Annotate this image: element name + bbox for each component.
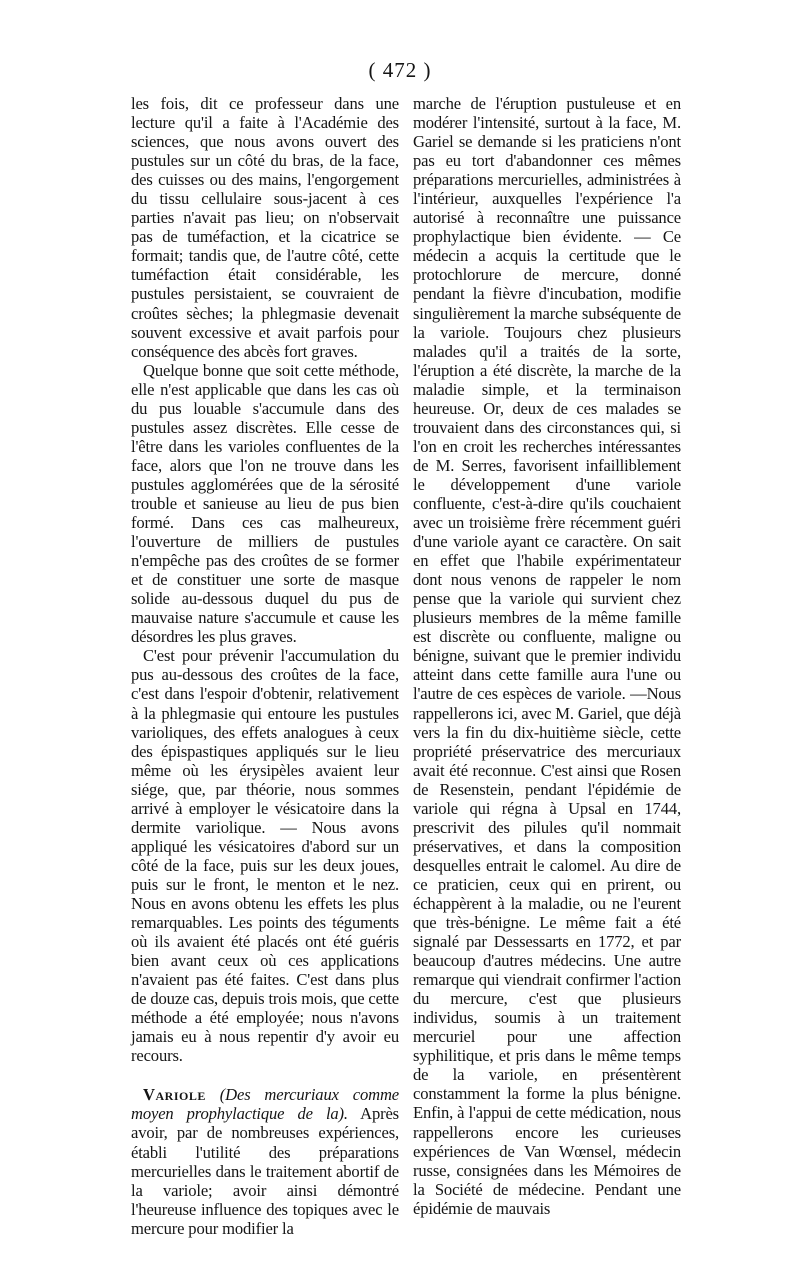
right-paragraph-1: marche de l'éruption pustuleuse et en modérer l'intensité, surtout à la face, M. Gariel se demande si les praticiens n'ont pas eu tort d'abandonner ces mêmes préparations mercurielles, administrées à l'intérieur, auxquelles l'expérience l'a autorisé à reconnaître une puissance prophylactique bien évidente. — Ce médecin a acquis la certitude que le protochlorure de mercure, donné pendant la fièvre d'incubation, modifie singulièrement la marche subséquente de la variole. Toujours chez plusieurs malades qu'il a traités de la sorte, l'éruption a été discrète, la marche de la maladie simple, et la terminaison heureuse. Or, deux de ces malades se trouvaient dans des circonstances qui, si l'on en croit les recherches intéressantes de M. Serres, favorisent infailliblement le développement d'une variole confluente, c'est-à-dire qu'ils couchaient avec un troisième frère récemment guéri d'une variole ayant ce caractère. On sait en effet que l'habile expérimentateur dont nous venons de rappeler le nom pense que la variole qui survient chez plusieurs membres de la même famille est discrète ou confluente, maligne ou bénigne, suivant que le premier individu atteint dans cette famille aura l'une ou l'autre de ces espèces de variole. —Nous rappellerons ici, avec M. Gariel, que déjà vers la fin du dix-huitième siècle, cette propriété préservatrice des mercuriaux avait été reconnue. C'est ainsi que Rosen de Resenstein, pendant l'épidémie de variole qui régna à Upsal en 1744, prescrivit des pilules qu'il nommait préservatives, et dans la composition desquelles entrait le calomel. Au dire de ce praticien, ceux qui en prirent, ou échappèrent à la maladie, ou ne l'eurent que très-bénigne. Le même fait a été signalé par Dessessarts en 1772, et par beaucoup d'autres médecins. Une autre remarque qui viendrait confirmer l'action du mercure, c'est que plusieurs individus, soumis à un traitement mercuriel pour une affection syphilitique, et pris dans le même temps de la variole, en présentèrent constamment la forme la plus bénigne. Enfin, à l'appui de cette médication, nous rappellerons encore les curieuses expériences de Van Wœnsel, médecin russe, consignées dans les Mémoires de la Société de médecine. Pendant une épidémie de mauvais [413, 94, 681, 1218]
entry-heading: Variole [143, 1085, 206, 1105]
left-paragraph-2: Quelque bonne que soit cette méthode, elle n'est applicable que dans les cas où du pus louable s'accumule dans des pustules assez discrètes. Elle cesse de l'être dans les varioles confluentes de la face, alors que l'on ne trouve dans les pustules agglomérées que de la sérosité trouble et sanieuse au lieu de pus bien formé. Dans ces cas malheureux, l'ouverture de milliers de pustules n'empêche pas des croûtes de se former et de constituer une sorte de masque solide au-dessous duquel du pus de mauvaise nature s'accumule et cause les désordres les plus graves. [131, 360, 399, 647]
page-number: ( 472 ) [368, 58, 432, 82]
entry-spacer [131, 1065, 399, 1085]
left-column [131, 94, 399, 1238]
entry-paragraph [131, 1085, 399, 1237]
left-paragraph-3: C'est pour prévenir l'accumulation du pus au-dessous des croûtes de la face, c'est dans l'espoir d'obtenir, relativement à la phlegmasie qui entoure les pustules varioliques, des effets analogues à ceux des épispastiques appliqués sur le lieu même où les érysipèles avaient leur siége, que, par théorie, nous sommes arrivé à employer le vésicatoire dans la dermite variolique. — Nous avons appliqué les vésicatoires d'abord sur un côté de la face, puis sur les deux joues, puis sur le front, le menton et le nez. Nous en avons obtenu les effets les plus remarquables. Les points des téguments où ils avaient été placés ont été guéris bien avant ceux où ces applications n'avaient pas été faites. C'est dans plus de douze cas, depuis trois mois, que cette méthode a été employée; nous n'avons jamais eu à nous repentir d'y avoir eu recours. [131, 646, 399, 1066]
entry-subheading: (Des mercuriaux comme moyen prophylactique de la). [131, 1085, 399, 1124]
left-paragraph-1: les fois, dit ce professeur dans une lecture qu'il a faite à l'Académie des sciences, que nous avons ouvert des pustules sur un côté du bras, de la face, des cuisses ou des mains, l'engorgement du tissu cellulaire sous-jacent à ces parties n'avait pas lieu; on n'observait pas de tuméfaction, et la cicatrice se formait; tandis que, de l'autre côté, cette tuméfaction était considérable, les pustules persistaient, se couvraient de croûtes sèches; la phlegmasie devenait souvent excessive et avait parfois pour conséquence des abcès fort graves. [131, 94, 399, 361]
entry-text: Après avoir, par de nombreuses expériences, établi l'utilité des préparations mercurielles dans le traitement abortif de la variole; avoir ainsi démontré l'heureuse influence des topiques avec le mercure pour modifier la [131, 1104, 399, 1238]
right-column [413, 94, 681, 1218]
